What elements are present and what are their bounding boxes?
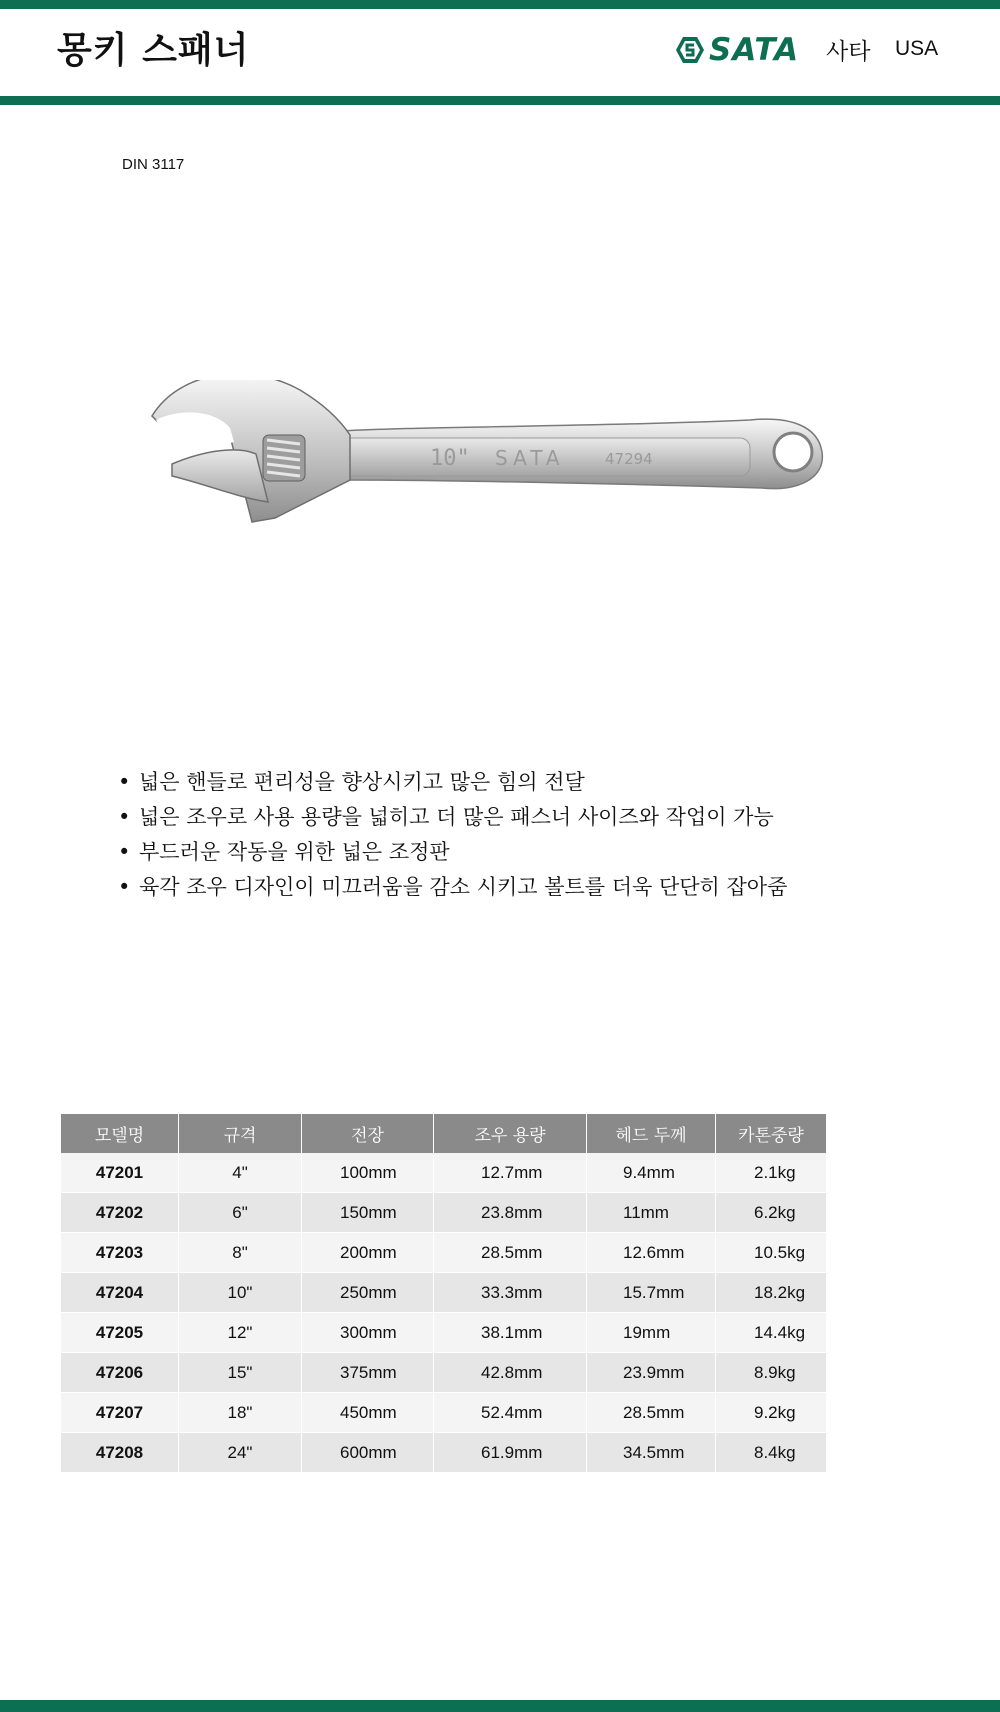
- feature-item: • 넓은 핸들로 편리성을 향상시키고 많은 힘의 전달: [115, 765, 787, 800]
- cell-carton-weight: 8.9kg: [716, 1353, 827, 1393]
- cell-carton-weight: 6.2kg: [716, 1193, 827, 1233]
- cell-head-thickness: 19mm: [587, 1313, 716, 1353]
- bottom-accent-bar: [0, 1700, 1000, 1712]
- table-row: [61, 1193, 827, 1233]
- cell-model: 47201: [61, 1153, 179, 1193]
- brand-logo-text: SATA: [709, 32, 800, 68]
- cell-length: 100mm: [302, 1153, 434, 1193]
- cell-length: 450mm: [302, 1393, 434, 1433]
- table-row: [61, 1393, 827, 1433]
- cell-length: 600mm: [302, 1433, 434, 1473]
- cell-jaw-capacity: 23.8mm: [434, 1193, 587, 1233]
- feature-item: • 넓은 조우로 사용 용량을 넓히고 더 많은 패스너 사이즈와 작업이 가능: [115, 800, 787, 835]
- cell-carton-weight: 14.4kg: [716, 1313, 827, 1353]
- feature-list: [115, 765, 787, 905]
- cell-model: 47204: [61, 1273, 179, 1313]
- table-row: [61, 1153, 827, 1193]
- top-accent-bar: [0, 0, 1000, 9]
- cell-length: 300mm: [302, 1313, 434, 1353]
- brand-korean-name: 사타: [826, 39, 871, 65]
- table-row: [61, 1273, 827, 1313]
- cell-head-thickness: 23.9mm: [587, 1353, 716, 1393]
- spec-table-header-row: [61, 1114, 827, 1153]
- cell-model: 47208: [61, 1433, 179, 1473]
- cell-jaw-capacity: 12.7mm: [434, 1153, 587, 1193]
- cell-head-thickness: 28.5mm: [587, 1393, 716, 1433]
- cell-model: 47203: [61, 1233, 179, 1273]
- cell-jaw-capacity: 38.1mm: [434, 1313, 587, 1353]
- cell-model: 47205: [61, 1313, 179, 1353]
- page-title: 몽키 스패너: [57, 30, 250, 71]
- cell-carton-weight: 18.2kg: [716, 1273, 827, 1313]
- cell-jaw-capacity: 61.9mm: [434, 1433, 587, 1473]
- cell-model: 47202: [61, 1193, 179, 1233]
- cell-size: 12": [179, 1313, 302, 1353]
- sata-hexagon-icon: [675, 36, 705, 64]
- cell-model: 47206: [61, 1353, 179, 1393]
- wrench-model-marking: 47294: [605, 450, 653, 468]
- cell-size: 8": [179, 1233, 302, 1273]
- cell-size: 6": [179, 1193, 302, 1233]
- cell-model: 47207: [61, 1393, 179, 1433]
- cell-head-thickness: 12.6mm: [587, 1233, 716, 1273]
- brand-logo[interactable]: [675, 32, 799, 68]
- adjustable-wrench-icon: [150, 380, 850, 580]
- cell-size: 24": [179, 1433, 302, 1473]
- cell-carton-weight: 2.1kg: [716, 1153, 827, 1193]
- table-row: [61, 1233, 827, 1273]
- spec-table: [61, 1114, 827, 1473]
- cell-head-thickness: 9.4mm: [587, 1153, 716, 1193]
- cell-size: 18": [179, 1393, 302, 1433]
- cell-carton-weight: 8.4kg: [716, 1433, 827, 1473]
- cell-head-thickness: 34.5mm: [587, 1433, 716, 1473]
- cell-length: 250mm: [302, 1273, 434, 1313]
- cell-jaw-capacity: 42.8mm: [434, 1353, 587, 1393]
- cell-length: 375mm: [302, 1353, 434, 1393]
- feature-item: • 부드러운 작동을 위한 넓은 조정판: [115, 835, 787, 870]
- wrench-brand-marking: SATA: [495, 446, 565, 470]
- cell-head-thickness: 11mm: [587, 1193, 716, 1233]
- cell-jaw-capacity: 33.3mm: [434, 1273, 587, 1313]
- table-row: [61, 1353, 827, 1393]
- cell-length: 150mm: [302, 1193, 434, 1233]
- header-model: 모델명: [61, 1114, 179, 1153]
- table-row: [61, 1313, 827, 1353]
- cell-size: 15": [179, 1353, 302, 1393]
- header-head-thickness: 헤드 두께: [587, 1114, 716, 1153]
- worm-gear: [263, 435, 305, 481]
- cell-carton-weight: 9.2kg: [716, 1393, 827, 1433]
- cell-jaw-capacity: 28.5mm: [434, 1233, 587, 1273]
- cell-jaw-capacity: 52.4mm: [434, 1393, 587, 1433]
- cell-size: 10": [179, 1273, 302, 1313]
- wrench-size-marking: 10": [430, 446, 470, 471]
- cell-size: 4": [179, 1153, 302, 1193]
- header-size: 규격: [179, 1114, 302, 1153]
- standard-label: DIN 3117: [122, 156, 185, 173]
- brand-region: USA: [895, 37, 939, 60]
- cell-length: 200mm: [302, 1233, 434, 1273]
- cell-carton-weight: 10.5kg: [716, 1233, 827, 1273]
- header-divider-bar: [0, 96, 1000, 105]
- header-carton-weight: 카톤중량: [716, 1114, 827, 1153]
- table-row: [61, 1433, 827, 1473]
- header-jaw-capacity: 조우 용량: [434, 1114, 587, 1153]
- header-length: 전장: [302, 1114, 434, 1153]
- cell-head-thickness: 15.7mm: [587, 1273, 716, 1313]
- feature-item: • 육각 조우 디자인이 미끄러움을 감소 시키고 볼트를 더욱 단단히 잡아줌: [115, 870, 787, 905]
